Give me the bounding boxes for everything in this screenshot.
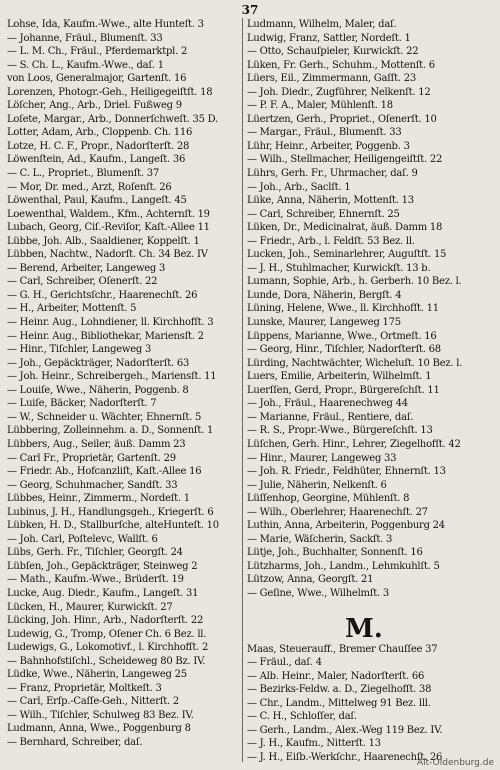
directory-entry: — J. H., Eiſb.-Werkſchr., Haarenechſt. 26 — [247, 751, 443, 763]
directory-entry: — Georg, Hinr., Tiſchler, Nadorſterſt. 68 — [247, 344, 441, 356]
directory-entry: — Hinr., Maurer, Langeweg 33 — [247, 452, 397, 464]
directory-entry: Löwenſtein, Ad., Kaufm., Langeſt. 36 — [7, 154, 186, 166]
directory-entry: Lüertzen, Gerh., Propriet., Oſenerſt. 10 — [247, 113, 437, 125]
directory-entry: — Georg, Schuhmacher, Sandſt. 33 — [7, 479, 178, 491]
directory-entry: Lohse, Ida, Kaufm.-Wwe., alte Hunteſt. 3 — [7, 19, 204, 30]
directory-entry: — L. M. Ch., Fräul., Pferdemarktpl. 2 — [7, 46, 188, 58]
directory-entry: Lorenzen, Photogr.-Geh., Heiligegeiſtſt. 18 — [7, 86, 213, 98]
directory-entry: — Heinr. Aug., Bibliothekar, Mariensſt. 2 — [7, 330, 204, 342]
section-letter-heading: M. — [345, 613, 383, 644]
directory-entry: Löſcher, Ang., Arb., Driel. Fußweg 9 — [7, 100, 182, 112]
directory-entry: Lüdke, Wwe., Näherin, Langeweg 25 — [7, 669, 187, 681]
directory-entry: Lübbers, Aug., Seiler, äuß. Damm 23 — [7, 438, 186, 450]
directory-entry: Luthin, Anna, Arbeiterin, Poggenburg 24 — [247, 520, 445, 532]
directory-entry: — Carl Fr., Proprietär, Gartenſt. 29 — [7, 452, 176, 464]
directory-entry: — Joh., Gepäckträger, Nadorſterſt. 63 — [7, 357, 190, 369]
directory-entry: Lützharms, Joh., Landm., Lehmkuhlſt. 5 — [247, 560, 440, 572]
directory-entry: Loewenthal, Waldem., Kfm., Achternſt. 19 — [7, 208, 210, 220]
directory-entry: — Friedr., Arb., l. Feldſt. 53 Bez. ll. — [247, 235, 415, 247]
directory-entry: — Joh. R. Friedr., Feldhüter, Ehnernſt. 13 — [247, 466, 446, 478]
directory-entry: — G. H., Gerichtsſchr., Haarenechſt. 26 — [7, 289, 198, 301]
directory-entry: Lübben, Nachtw., Nadorſt. Ch. 34 Bez. IV — [7, 249, 208, 261]
directory-entry: — Mor, Dr. med., Arzt, Roſenſt. 26 — [7, 181, 172, 193]
directory-entry: — Math., Kaufm.-Wwe., Brüderſt. 19 — [7, 574, 184, 586]
directory-entry: Lüſſenhop, Georgine, Mühlenſt. 8 — [247, 493, 410, 505]
directory-entry: Löwenthal, Paul, Kaufm., Langeſt. 45 — [7, 195, 187, 207]
directory-entry: Lüning, Helene, Wwe., ll. Kirchhofſt. 11 — [247, 303, 439, 315]
directory-entry: — Joh. Diedr., Zugführer, Nelkenſt. 12 — [247, 86, 431, 98]
directory-entry: — Joh., Fräul., Haarenechweg 44 — [247, 398, 408, 410]
directory-entry: — C. L., Propriet., Blumenſt. 37 — [7, 168, 160, 180]
directory-entry: Lübken, H. D., Stallburſche, alteHunteſt. 10 — [7, 520, 219, 532]
right-column-entries — [247, 18, 496, 601]
directory-entry: Lotze, H. C. F., Propr., Nadorſterſt. 28 — [7, 140, 190, 152]
directory-entry: Lunske, Maurer, Langeweg 175 — [247, 317, 401, 329]
directory-entry: — Bahnhofstiſchl., Scheideweg 80 Bz. IV. — [7, 655, 206, 667]
directory-entry: — Louiſe, Wwe., Näherin, Poggenb. 8 — [7, 384, 189, 396]
section-spacer — [247, 601, 496, 615]
directory-entry: von Loos, Generalmajor, Gartenſt. 16 — [7, 73, 187, 85]
directory-entry: — Marianne, Fräul., Rentiere, daſ. — [247, 411, 414, 423]
directory-entry: — Fräul., daſ. 4 — [247, 657, 322, 669]
column-divider — [242, 18, 243, 762]
directory-entry: — Luiſe, Bäcker, Nadorſterſt. 7 — [7, 398, 157, 410]
directory-entry: — Otto, Schauſpieler, Kurwickſt. 22 — [247, 46, 419, 58]
directory-entry: — C. H., Schloſſer, daſ. — [247, 711, 357, 723]
directory-entry: Lotter, Adam, Arb., Cloppenb. Ch. 116 — [7, 127, 193, 139]
directory-entry: Lüppens, Marianne, Wwe., Ortmeſt. 16 — [247, 330, 437, 342]
directory-entry: — Friedr. Ab., Hofcanzliſt, Kaſt.-Allee 16 — [7, 466, 202, 478]
directory-entry: — Carl, Schreiber, Oſenerſt. 22 — [7, 276, 158, 288]
directory-entry: Lüke, Anna, Näherin, Mottenſt. 13 — [247, 195, 414, 207]
directory-entry: Lucken, Joh., Seminarlehrer, Auguſtſt. 15 — [247, 249, 447, 261]
directory-entry: Lüken, Dr., Medicinalrat, äuß. Damm 18 — [247, 222, 443, 234]
directory-entry: — Wilh., Stellmacher, Heiligengeiſtſt. 22 — [247, 154, 443, 166]
watermark: Alt-Oldenburg.de — [416, 758, 494, 768]
right-column — [247, 18, 496, 764]
directory-entry: — Chr., Landm., Mittelweg 91 Bez. lll. — [247, 697, 431, 709]
page-number: 37 — [241, 3, 259, 17]
directory-entry: Lücking, Joh. Hinr., Arb., Nadorſterſt. 22 — [7, 615, 204, 627]
directory-entry: Lürding, Nachtwächter, Wicheluſt. 10 Bez. l. — [247, 357, 463, 369]
directory-entry: Lubinus, J. H., Handlungsgeh., Kriegerſt. 6 — [7, 506, 214, 518]
directory-entry: Ludewigs, G., Lokomotivf., l. Kirchhofſt. 2 — [7, 642, 209, 654]
section-m-entries — [247, 643, 496, 765]
directory-entry: — J. H., Kaufm., Nitterſt. 13 — [247, 738, 381, 750]
directory-entry: Lührs, Gerh. Fr., Uhrmacher, daſ. 9 — [247, 168, 418, 180]
directory-entry: Lüſchen, Gerh. Hinr., Lehrer, Ziegelhofſt. 42 — [247, 438, 461, 450]
directory-entry: — Gerh., Landm., Alex.-Weg 119 Bez. IV. — [247, 724, 443, 736]
directory-entry: — W., Schneider u. Wächter, Ehnernſt. 5 — [7, 411, 202, 423]
directory-entry: — Bezirks-Feldw. a. D., Ziegelhofſt. 38 — [247, 684, 432, 696]
directory-entry: — Johanne, Fräul., Blumenſt. 33 — [7, 32, 163, 44]
directory-entry: — Marie, Wäſcherin, Sackſt. 3 — [247, 533, 393, 545]
directory-entry: Ludwig, Franz, Sattler, Nordeſt. 1 — [247, 32, 411, 44]
directory-entry: — H., Arbeiter, Mottenſt. 5 — [7, 303, 137, 315]
directory-entry: — Geſine, Wwe., Wilhelmſt. 3 — [247, 587, 389, 599]
directory-entry: — Margar., Fräul., Blumenſt. 33 — [247, 127, 402, 139]
directory-entry: Lübbes, Heinr., Zimmerm., Nordeſt. 1 — [7, 493, 190, 505]
directory-entry: Luerſſen, Gerd, Propr., Bürgereſchſt. 11 — [247, 384, 440, 396]
directory-entry: — Berend, Arbeiter, Langeweg 3 — [7, 262, 166, 274]
directory-entry: — Franz, Proprietär, Moltkeſt. 3 — [7, 682, 162, 694]
directory-entry: Lumann, Sophie, Arb., h. Gerberh. 10 Bez. l. — [247, 276, 462, 288]
directory-entry: — R. S., Propr.-Wwe., Bürgereſchſt. 13 — [247, 425, 433, 437]
directory-entry: — Wilh., Oberlehrer, Haarenechſt. 27 — [247, 506, 428, 518]
directory-entry: Lüken, Fr. Gerh., Schuhm., Mottenſt. 6 — [247, 59, 435, 71]
directory-entry: — P. F. A., Maler, Mühlenſt. 18 — [247, 100, 393, 112]
left-column — [7, 18, 239, 750]
directory-entry: Lühr, Heinr., Arbeiter, Poggenb. 3 — [247, 140, 410, 152]
directory-entry: Lubach, Georg, Ciſ.-Reviſor, Kaſt.-Allee 11 — [7, 222, 210, 234]
directory-entry: Lübbe, Joh. Alb., Saaldiener, Koppelſt. 1 — [7, 235, 200, 247]
directory-entry: — Alb. Heinr., Maler, Nadorſterſt. 66 — [247, 670, 425, 682]
directory-entry: Lücken, H., Maurer, Kurwickſt. 27 — [7, 601, 173, 613]
directory-entry: — Carl, Schreiber, Ehnernſt. 25 — [247, 208, 400, 220]
directory-entry: Lucke, Aug. Diedr., Kaufm., Langeſt. 31 — [7, 587, 199, 599]
directory-entry: — Julie, Näherin, Nelkenſt. 6 — [247, 479, 387, 491]
directory-entry: — Hinr., Tiſchler, Langeweg 3 — [7, 344, 152, 356]
directory-entry: Lübſen, Joh., Gepäckträger, Steinweg 2 — [7, 560, 198, 572]
directory-entry: Ludmann, Wilhelm, Maler, daſ. — [247, 19, 397, 30]
directory-entry: — Heinr. Aug., Lohndiener, ll. Kirchhofſt. 3 — [7, 317, 214, 329]
directory-entry: Loſete, Margar., Arb., Donnerſchweſt. 35 D. — [7, 113, 218, 125]
directory-entry: — Carl, Erſp.-Caſſe-Geh., Nitterſt. 2 — [7, 696, 179, 708]
directory-entry: Lübbering, Zolleinnehm. a. D., Sonnenſt. 1 — [7, 425, 214, 437]
directory-entry: Lütje, Joh., Buchhalter, Sonnenſt. 16 — [247, 547, 423, 559]
directory-entry: — Joh. Heinr., Schreibergeh., Mariensſt. 11 — [7, 371, 217, 383]
directory-entry: Ludewig, G., Tromp, Oſener Ch. 6 Bez. ll. — [7, 628, 207, 640]
directory-entry: Lunde, Dora, Näherin, Bergſt. 4 — [247, 289, 402, 301]
directory-entry: Ludmann, Anna, Wwe., Poggenburg 8 — [7, 723, 191, 735]
directory-entry: Luers, Emilie, Arbeiterin, Wilhelmſt. 1 — [247, 371, 432, 383]
directory-entry: — J. H., Stuhlmacher, Kurwickſt. 13 b. — [247, 262, 431, 274]
directory-entry: — Wilh., Tiſchler, Schulweg 83 Bez. IV. — [7, 709, 194, 721]
directory-entry: Lüers, Eil., Zimmermann, Gaſſt. 23 — [247, 73, 416, 85]
directory-entry: — S. Ch. L., Kaufm.-Wwe., daſ. 1 — [7, 59, 164, 71]
directory-entry: Lübs, Gerh. Fr., Tiſchler, Georgſt. 24 — [7, 547, 183, 559]
directory-entry: — Bernhard, Schreiber, daſ. — [7, 736, 143, 748]
directory-entry: — Joh., Arb., Saclſt. 1 — [247, 181, 351, 193]
directory-entry: Maas, Steuerauff., Bremer Chauſſee 37 — [247, 643, 438, 655]
directory-entry: — Joh. Carl, Poſtelevc, Wallſt. 6 — [7, 533, 158, 545]
directory-entry: Lützow, Anna, Georgſt. 21 — [247, 574, 374, 586]
